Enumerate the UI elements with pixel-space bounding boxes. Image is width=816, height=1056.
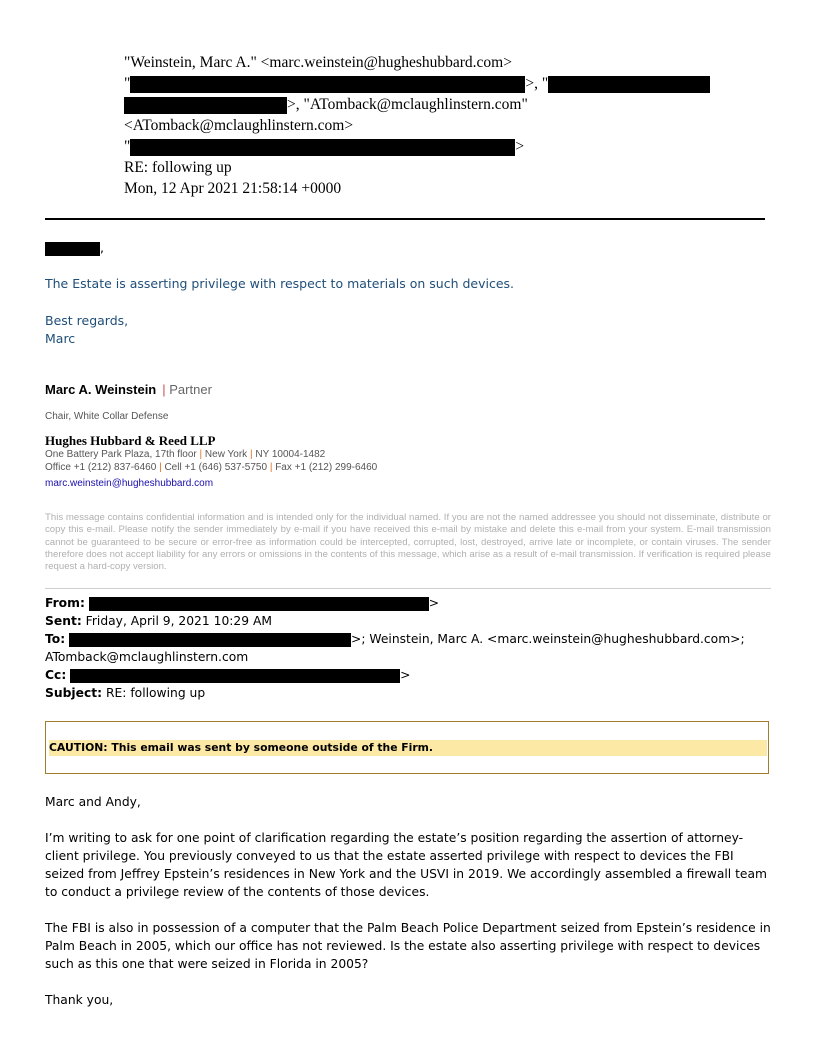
cc-close: > — [515, 138, 525, 155]
signature-title: Partner — [169, 382, 212, 397]
fax-number: Fax +1 (212) 299-6460 — [275, 462, 378, 473]
date-value: Mon, 12 Apr 2021 21:58:14 +0000 — [124, 180, 342, 197]
header-divider — [45, 218, 765, 220]
cc-value — [124, 136, 524, 157]
quoted-to-line2: ATomback@mclaughlinstern.com — [45, 650, 249, 664]
quoted-to-row-2 — [45, 648, 745, 666]
greeting-suffix: , — [100, 240, 104, 255]
quoted-paragraph-2: The FBI is also in possession of a computer that the Palm Beach Police Department seized from Epstein’s residence in Palm Beach in 2005, which our office has not reviewed. Is the estate also asserting privilege with respect to devices such as this one that were seized in Florida in 2005? — [45, 921, 771, 971]
to-line2-tail: >, "ATomback@mclaughlinstern.com" — [287, 96, 528, 113]
quoted-to-label: To: — [45, 632, 66, 646]
address-separator: | — [249, 449, 253, 460]
to-line3: <ATomback@mclaughlinstern.com> — [124, 117, 354, 134]
quote-divider — [45, 588, 771, 589]
subject-value: RE: following up — [124, 159, 232, 176]
from-value: "Weinstein, Marc A." <marc.weinstein@hugheshubbard.com> — [124, 54, 512, 71]
firm-phones — [45, 462, 377, 473]
quoted-from-row — [45, 594, 745, 612]
address-city: New York — [204, 449, 248, 460]
redaction-block — [130, 139, 515, 156]
quoted-cc-tail: > — [400, 668, 411, 682]
quoted-header — [45, 594, 745, 702]
quoted-from-tail: > — [428, 596, 440, 610]
quoted-paragraph-1: I’m writing to ask for one point of clarification regarding the estate’s position regarding the assertion of attorney-client privilege. You previously conveyed to us that the estate asserted privilege with respect to devices the FBI seized from Jeffrey Epstein’s residences in New York and the USVI in 2019. We accordingly assembled a firewall team to conduct a privilege review of the contents of those devices. — [45, 831, 768, 899]
address-zip: NY 10004-1482 — [255, 449, 326, 460]
redaction-block — [548, 76, 710, 93]
redaction-block — [89, 597, 429, 611]
address-separator: | — [199, 449, 203, 460]
quoted-to-row — [45, 630, 745, 648]
quoted-subject-value: RE: following up — [105, 686, 206, 700]
reply-greeting — [45, 240, 104, 256]
signature-name-line — [45, 382, 212, 397]
quoted-from-label: From: — [45, 596, 85, 610]
quoted-cc-label: Cc: — [45, 668, 67, 682]
to-open-quote: " — [124, 75, 131, 92]
cc-open-quote: " — [124, 138, 131, 155]
reply-closing: Best regards, — [45, 313, 129, 328]
firm-address — [45, 449, 325, 460]
quoted-subject-row — [45, 684, 745, 702]
to-mid: >, " — [525, 75, 549, 92]
reply-line: The Estate is asserting privilege with respect to materials on such devices. — [45, 276, 515, 291]
address-street: One Battery Park Plaza, 17th floor — [45, 449, 197, 460]
signature-separator: | — [162, 382, 166, 397]
to-value-line1 — [124, 73, 710, 94]
signature-email-link[interactable]: marc.weinstein@hugheshubbard.com — [45, 478, 214, 489]
signature-name: Marc A. Weinstein — [45, 382, 157, 397]
caution-text: CAUTION: This email was sent by someone outside of the Firm. — [49, 740, 767, 756]
cell-phone: Cell +1 (646) 537-5750 — [164, 462, 268, 473]
quoted-to-tail: >; Weinstein, Marc A. <marc.weinstein@hugheshubbard.com>; — [351, 632, 745, 646]
redaction-block — [45, 242, 100, 256]
signature-role: Chair, White Collar Defense — [45, 411, 169, 422]
quoted-sent-value: Friday, April 9, 2021 10:29 AM — [85, 614, 272, 628]
redaction-block — [124, 97, 287, 114]
quoted-sent-label: Sent: — [45, 614, 82, 628]
firm-name: Hughes Hubbard & Reed LLP — [45, 433, 216, 448]
quoted-greeting: Marc and Andy, — [45, 795, 141, 809]
quoted-subject-label: Subject: — [45, 686, 103, 700]
to-value-line2 — [124, 94, 528, 115]
reply-name: Marc — [45, 331, 76, 346]
office-phone: Office +1 (212) 837-6460 — [45, 462, 157, 473]
redaction-block — [130, 76, 525, 93]
quoted-sent-row — [45, 612, 745, 630]
caution-banner — [45, 721, 769, 774]
phone-separator: | — [159, 462, 162, 473]
phone-separator: | — [269, 462, 273, 473]
redaction-block — [70, 669, 400, 683]
confidentiality-disclaimer: This message contains confidential information and is intended only for the individual named. If you are not the named addressee you should not disseminate, distribute or copy this e-mail. Please notify the sender immediately by e-mail if you have received this e-mail by mistake and delete this e-mail from your system. E-mail transmission cannot be guaranteed to be secure or error-free as information could be intercepted, corrupted, lost, destroyed, arrive late or incomplete, or contain viruses. The sender therefore does not accept liability for any errors or omissions in the contents of this message, which arise as a result of e-mail transmission. If verification is required please request a hard-copy version. — [45, 512, 771, 573]
redaction-block — [69, 633, 351, 647]
quoted-cc-row — [45, 666, 745, 684]
quoted-closing: Thank you, — [45, 993, 114, 1007]
